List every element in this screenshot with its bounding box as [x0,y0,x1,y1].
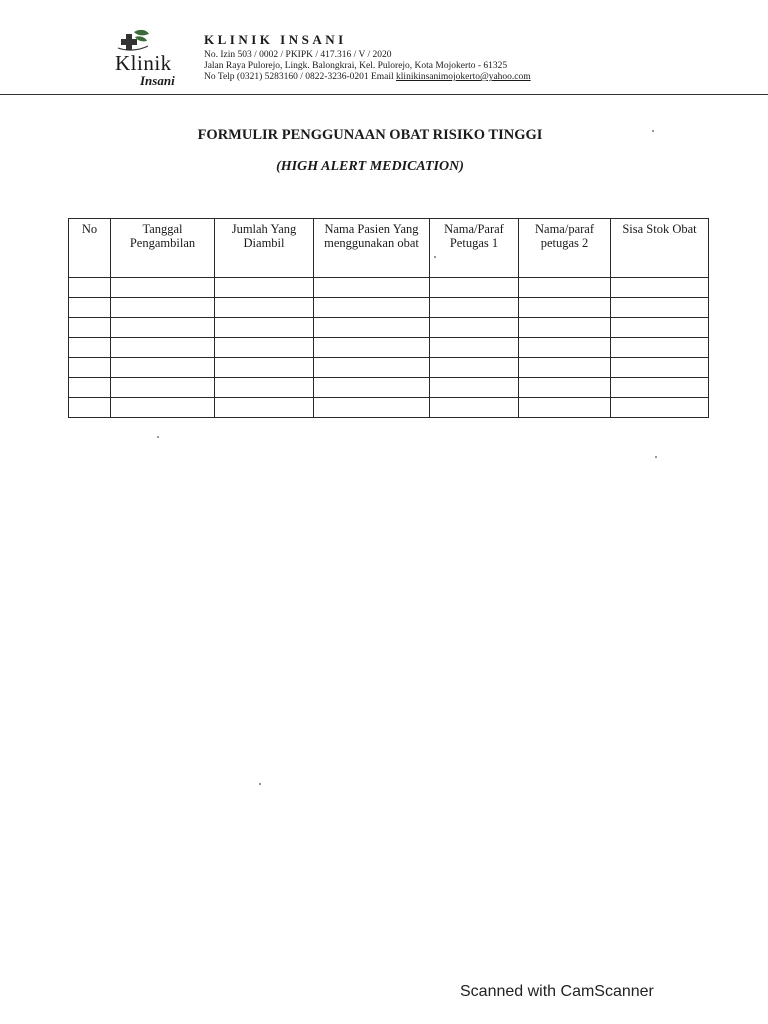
clinic-name: KLINIK INSANI [204,32,347,47]
scan-speck [434,256,436,258]
table-cell[interactable] [519,318,611,338]
table-cell[interactable] [519,338,611,358]
header-nama-pasien: Nama Pasien Yang menggunakan obat [314,219,430,278]
table-cell[interactable] [611,318,709,338]
table-cell[interactable] [519,398,611,418]
table-cell[interactable] [111,278,215,298]
license-number: No. Izin 503 / 0002 / PKIPK / 417.316 / V / 2020 [204,50,392,60]
table-row [69,358,709,378]
table-cell[interactable] [215,338,314,358]
table-cell[interactable] [611,278,709,298]
table-cell[interactable] [111,318,215,338]
table-cell[interactable] [519,358,611,378]
table-row [69,298,709,318]
table-row [69,378,709,398]
table-cell[interactable] [430,318,519,338]
phone-text: No Telp (0321) 5283160 / 0822-3236-0201 Email [204,72,397,82]
table-cell[interactable] [314,318,430,338]
table-cell[interactable] [69,398,111,418]
table-cell[interactable] [111,378,215,398]
table-cell[interactable] [314,378,430,398]
cross-leaf-icon [116,28,150,52]
table-header-row [69,219,709,278]
table-cell[interactable] [314,298,430,318]
table-cell[interactable] [215,398,314,418]
table-cell[interactable] [611,338,709,358]
table-row [69,338,709,358]
table-cell[interactable] [430,398,519,418]
table-cell[interactable] [519,298,611,318]
table-cell[interactable] [430,378,519,398]
header-petugas-1: Nama/Paraf Petugas 1 [430,219,519,278]
table-cell[interactable] [314,398,430,418]
table-cell[interactable] [215,358,314,378]
scan-speck [655,456,657,458]
table-cell[interactable] [519,278,611,298]
form-title: FORMULIR PENGGUNAAN OBAT RISIKO TINGGI [197,127,543,143]
table-cell[interactable] [611,378,709,398]
table-cell[interactable] [69,318,111,338]
table-cell[interactable] [314,338,430,358]
table-cell[interactable] [430,298,519,318]
header-sisa-stok: Sisa Stok Obat [611,219,709,278]
logo-subtitle: Insani [140,73,175,88]
table-cell[interactable] [314,358,430,378]
table-cell[interactable] [69,338,111,358]
table-cell[interactable] [111,338,215,358]
letterhead [110,28,710,92]
table-cell[interactable] [611,358,709,378]
scanner-watermark: Scanned with CamScanner [460,983,654,1000]
header-no: No [69,219,111,278]
logo-wordmark: Klinik [115,51,172,75]
form-subtitle: (HIGH ALERT MEDICATION) [276,159,464,174]
header-divider [0,94,768,95]
table-cell[interactable] [69,278,111,298]
table-cell[interactable] [215,378,314,398]
table-row [69,318,709,338]
table-cell[interactable] [215,318,314,338]
table-cell[interactable] [519,378,611,398]
medication-log-table [68,218,709,418]
email-link[interactable]: klinikinsanimojokerto@yahoo.com [396,72,531,82]
table-cell[interactable] [69,358,111,378]
table-cell[interactable] [69,298,111,318]
table-cell[interactable] [111,298,215,318]
table-cell[interactable] [69,378,111,398]
header-jumlah-diambil: Jumlah Yang Diambil [215,219,314,278]
scan-speck [157,436,159,438]
table-cell[interactable] [314,278,430,298]
table-cell[interactable] [611,298,709,318]
table-cell[interactable] [215,298,314,318]
table-cell[interactable] [111,358,215,378]
table-body [69,278,709,418]
clinic-address: Jalan Raya Pulorejo, Lingk. Balongkrai, Kel. Pulorejo, Kota Mojokerto - 61325 [204,61,508,71]
clinic-logo [110,28,200,92]
table-row [69,398,709,418]
header-petugas-2: Nama/paraf petugas 2 [519,219,611,278]
scan-speck [259,783,261,785]
table-cell[interactable] [111,398,215,418]
scan-speck [652,130,654,132]
table-cell[interactable] [430,278,519,298]
contact-line [204,72,531,83]
table-cell[interactable] [430,358,519,378]
table-cell[interactable] [215,278,314,298]
table-cell[interactable] [430,338,519,358]
table-cell[interactable] [611,398,709,418]
header-tanggal-pengambilan: Tanggal Pengambilan [111,219,215,278]
table-row [69,278,709,298]
